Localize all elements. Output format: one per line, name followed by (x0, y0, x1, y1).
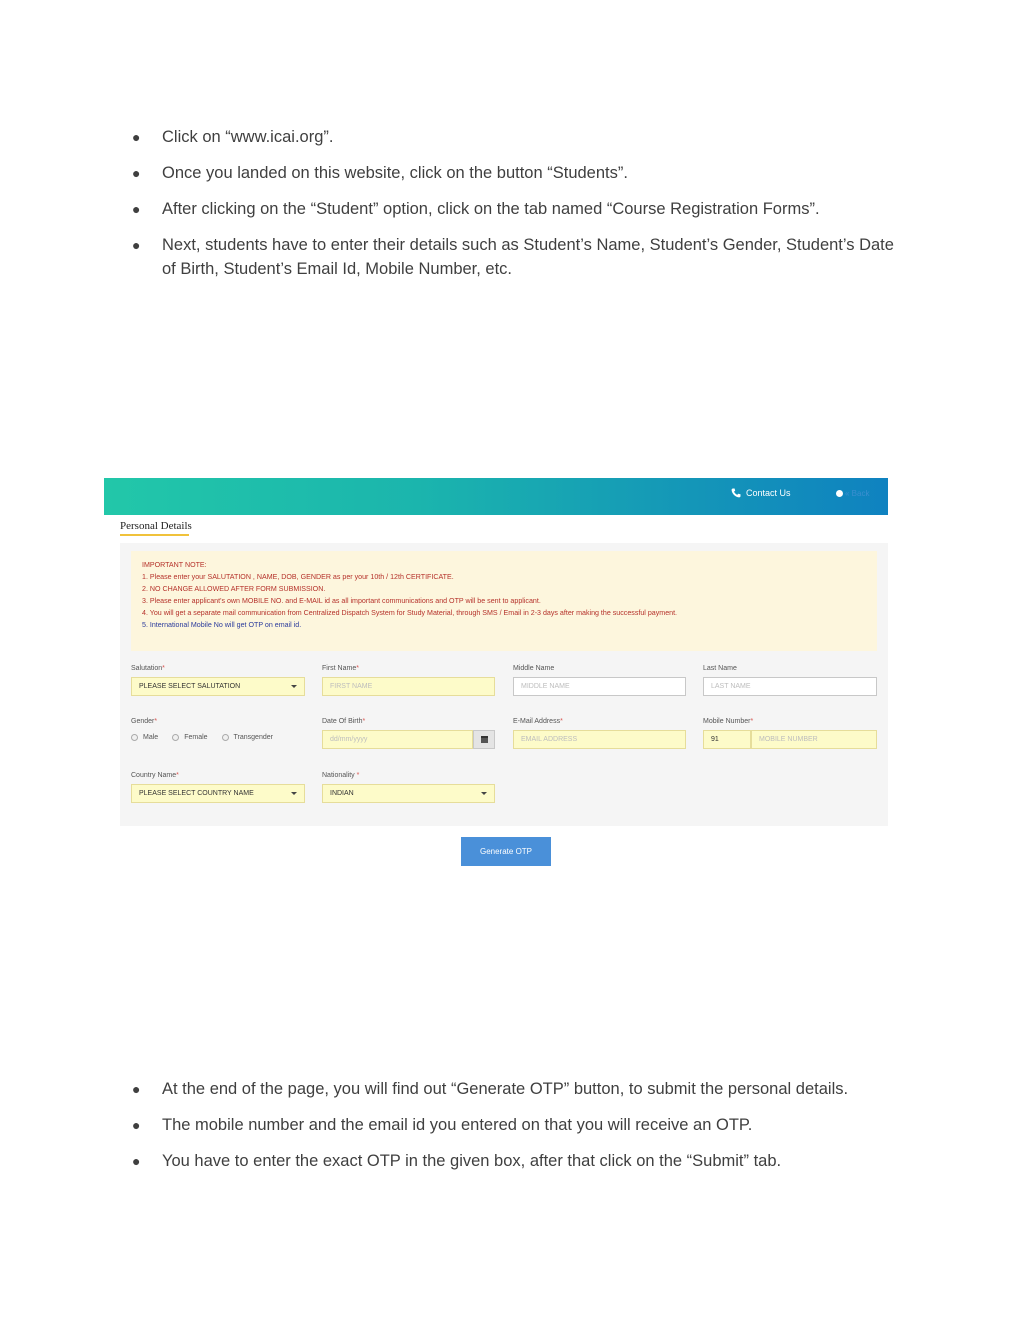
gender-label: Gender* (131, 718, 158, 725)
middle-name-label: Middle Name (513, 665, 555, 672)
last-name-input[interactable]: LAST NAME (703, 677, 877, 696)
back-link[interactable]: « Back (836, 489, 869, 498)
radio-icon (131, 734, 138, 741)
bullet-icon: ● (132, 201, 141, 217)
list-item: ● The mobile number and the email id you entered on that you will receive an OTP. (132, 1113, 912, 1137)
mobile-number-input[interactable]: MOBILE NUMBER (751, 730, 877, 749)
calendar-icon (481, 736, 488, 743)
calendar-button[interactable] (473, 730, 495, 749)
important-note-box (131, 551, 877, 651)
back-arrow-icon (836, 490, 843, 497)
country-code-input[interactable]: 91 (703, 730, 751, 749)
list-item: ● At the end of the page, you will find out “Generate OTP” button, to submit the personal details. (132, 1077, 912, 1101)
gender-option-female[interactable]: Female (172, 734, 207, 741)
radio-icon (222, 734, 229, 741)
intro-steps-list (132, 125, 912, 293)
generate-otp-button[interactable]: Generate OTP (461, 837, 551, 866)
bullet-icon: ● (132, 1081, 141, 1097)
personal-details-panel (120, 543, 888, 826)
gender-option-male[interactable]: Male (131, 734, 158, 741)
bullet-icon: ● (132, 129, 141, 145)
list-item: ● Next, students have to enter their details such as Student’s Name, Student’s Gender, Student’s Date of Birth, Student’s Email Id, Mobile Number, etc. (132, 233, 912, 281)
mobile-label: Mobile Number* (703, 718, 754, 725)
nationality-label: Nationality * (322, 772, 360, 779)
bullet-icon: ● (132, 1153, 141, 1169)
middle-name-input[interactable]: MIDDLE NAME (513, 677, 686, 696)
note-line: 4. You will get a separate mail communication from Centralized Dispatch System for Study Material, through SMS / Email in 2-3 days after making the successful payment. (142, 608, 678, 617)
salutation-label: Salutation* (131, 665, 165, 672)
list-item: ● You have to enter the exact OTP in the given box, after that click on the “Submit” tab. (132, 1149, 912, 1173)
bullet-icon: ● (132, 165, 141, 181)
gender-radio-group (131, 734, 273, 741)
note-line: 3. Please enter applicant's own MOBILE NO. and E-MAIL id as all important communications and OTP will be sent to applicant. (142, 596, 541, 605)
email-label: E-Mail Address* (513, 718, 563, 725)
chevron-down-icon (291, 685, 297, 688)
list-item: ● Click on “www.icai.org”. (132, 125, 912, 149)
note-heading: IMPORTANT NOTE: (142, 561, 207, 569)
chevron-down-icon (291, 792, 297, 795)
final-steps-list (132, 1077, 912, 1185)
radio-icon (172, 734, 179, 741)
section-title: Personal Details (120, 520, 192, 532)
phone-icon (731, 488, 741, 498)
list-item: ● After clicking on the “Student” option, click on the tab named “Course Registration Forms”. (132, 197, 912, 221)
note-line: 1. Please enter your SALUTATION , NAME, DOB, GENDER as per your 10th / 12th CERTIFICATE. (142, 572, 454, 581)
dob-label: Date Of Birth* (322, 718, 366, 725)
salutation-select[interactable]: PLEASE SELECT SALUTATION (131, 677, 305, 696)
first-name-input[interactable]: FIRST NAME (322, 677, 495, 696)
section-title-underline (120, 534, 189, 536)
dob-input[interactable]: dd/mm/yyyy (322, 730, 473, 749)
first-name-label: First Name* (322, 665, 359, 672)
chevron-down-icon (481, 792, 487, 795)
last-name-label: Last Name (703, 665, 737, 672)
site-header-bar (104, 478, 888, 515)
bullet-icon: ● (132, 237, 141, 253)
country-select[interactable]: PLEASE SELECT COUNTRY NAME (131, 784, 305, 803)
list-item: ● Once you landed on this website, click on the button “Students”. (132, 161, 912, 185)
country-label: Country Name* (131, 772, 179, 779)
nationality-select[interactable]: INDIAN (322, 784, 495, 803)
registration-form-screenshot (104, 478, 888, 870)
contact-us-link[interactable]: Contact Us (731, 488, 791, 498)
note-line: 2. NO CHANGE ALLOWED AFTER FORM SUBMISSION. (142, 584, 326, 593)
bullet-icon: ● (132, 1117, 141, 1133)
note-line-international: 5. International Mobile No will get OTP on email id. (142, 620, 302, 629)
gender-option-transgender[interactable]: Transgender (222, 734, 273, 741)
email-input[interactable]: EMAIL ADDRESS (513, 730, 686, 749)
